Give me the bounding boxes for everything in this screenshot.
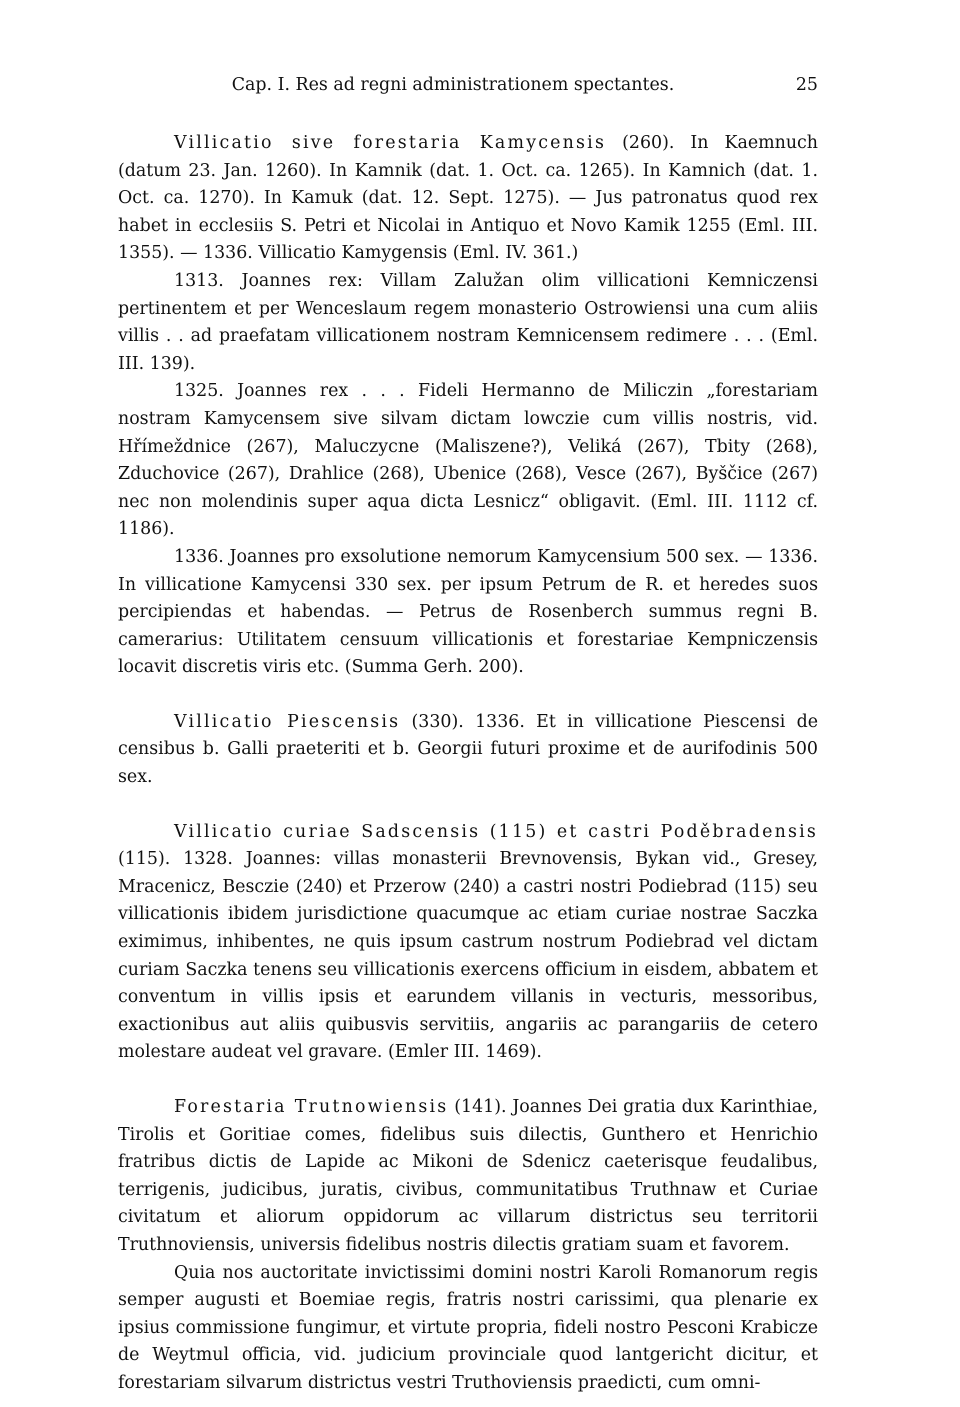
entry-heading: Villicatio sive forestaria Kamycensis bbox=[174, 133, 607, 153]
paragraph bbox=[118, 268, 818, 378]
paragraph-text: 1313. Joannes rex: Villam Zalužan olim villicationi Kemniczensi pertinentem et per Wenceslaum regem monasterio Ostrowiensi una cum aliis villis . . ad praefatam villicationem nostram Kemnicensem redimere . . . (Eml. III. 139). bbox=[118, 270, 818, 374]
entry-heading: Villicatio curiae Sadscensis (115) et castri Poděbradensis bbox=[174, 821, 818, 842]
running-title: Cap. I. Res ad regni administrationem spectantes. bbox=[231, 75, 675, 95]
section-piescensis bbox=[118, 709, 818, 792]
entry-heading: Villicatio Piescensis bbox=[174, 711, 401, 732]
paragraph bbox=[118, 130, 818, 268]
entry-heading: Forestaria Trutnowiensis bbox=[174, 1097, 449, 1117]
paragraph-text: (141). Joannes Dei gratia dux Karinthiae, Tirolis et Goritiae comes, fidelibus suis dilectis, Gunthero et Henrichio fratribus dictis de Lapide ac Mikoni de Sdenicz caeterisque feudalibus, terrigenis, judicibus, juratis, civibus, communitatibus Truthnaw et Curiae civitatum et aliorum oppidorum ac villarum districtus seu territorii Truthnoviensis, universis fidelibus nostris dilectis gratiam suam et favorem. bbox=[118, 1097, 818, 1255]
paragraph bbox=[118, 819, 818, 1067]
page-number: 25 bbox=[795, 75, 818, 95]
section-sadscensis bbox=[118, 819, 818, 1067]
section-kamycensis bbox=[118, 130, 818, 682]
paragraph-text: (260). In Kaemnuch (datum 23. Jan. 1260). In Kamnik (dat. 1. Oct. ca. 1265). In Kamnich (dat. 1. Oct. ca. 1270). In Kamuk (dat. 12. Sept. 1275). — Jus patronatus quod rex habet in ecclesiis S. Petri et Nicolai in Antiquo et Novo Kamik 1255 (Eml. III. 1355). — 1336. Villicatio Kamygensis (Eml. IV. 361.) bbox=[118, 133, 818, 264]
paragraph-text: (115). 1328. Joannes: villas monasterii Brevnovensis, Bykan vid., Gresey, Mracenicz, Besczie (240) et Przerow (240) a castri nostri Podiebrad (115) seu villicationis ibidem jurisdictione quacumque ac etiam curiae nostrae Saczka eximimus, inhibentes, ne quis ipsum castrum nostrum Podiebrad vel dictam curiam Saczka tenens seu villicationis exercens officium in eisdem, abbatem et conventum in villis ipsis et earundem villanis in vecturis, messoribus, exactionibus aut aliis quibusvis servitiis, angariis ac parangariis de cetero molestare audeat vel gravare. (Emler III. 1469). bbox=[118, 849, 818, 1063]
section-trutnowiensis bbox=[118, 1094, 818, 1398]
paragraph bbox=[118, 1260, 818, 1398]
page-header bbox=[118, 72, 818, 104]
paragraph-text: Quia nos auctoritate invictissimi domini nostri Karoli Romanorum regis semper augusti et Boemiae regis, fratris nostri carissimi, qua plenarie ex ipsius commissione fungimur, et virtute propria, fideli nostro Pesconi Krabicze de Weytmul officia, vid. judicium provinciale quod lantgericht dicitur, et forestariam silvarum districtus vestri Truthoviensis praedicti, cum omni- bbox=[118, 1262, 818, 1393]
paragraph bbox=[118, 1094, 818, 1260]
paragraph bbox=[118, 544, 818, 682]
paragraph-text: 1336. Joannes pro exsolutione nemorum Kamycensium 500 sex. — 1336. In villicatione Kamycensi 330 sex. per ipsum Petrum de R. et heredes suos percipiendas et habendas. — Petrus de Rosenberch summus regni B. camerarius: Utilitatem censuum villicationis et forestariae Kempniczensis locavit discretis viris etc. (Summa Gerh. 200). bbox=[118, 546, 818, 678]
paragraph-text: (330). 1336. Et in villicatione Piescensi de censibus b. Galli praeteriti et b. Georgii futuri proxime et de aurifodinis 500 sex. bbox=[118, 711, 818, 788]
paragraph bbox=[118, 378, 818, 544]
paragraph bbox=[118, 709, 818, 792]
paragraph-text: 1325. Joannes rex . . . Fideli Hermanno de Miliczin „forestariam nostram Kamycensem sive silvam dictam lowczie cum villis nostris, vid. Hřímeždnice (267), Maluczycne (Maliszene?), Veliká (267), Tbity (268), Zduchovice (267), Drahlice (268), Ubenice (268), Vesce (267), Byščice (267) nec non molendinis super aqua dicta Lesnicz“ obligavit. (Eml. III. 1112 cf. 1186). bbox=[118, 381, 818, 540]
